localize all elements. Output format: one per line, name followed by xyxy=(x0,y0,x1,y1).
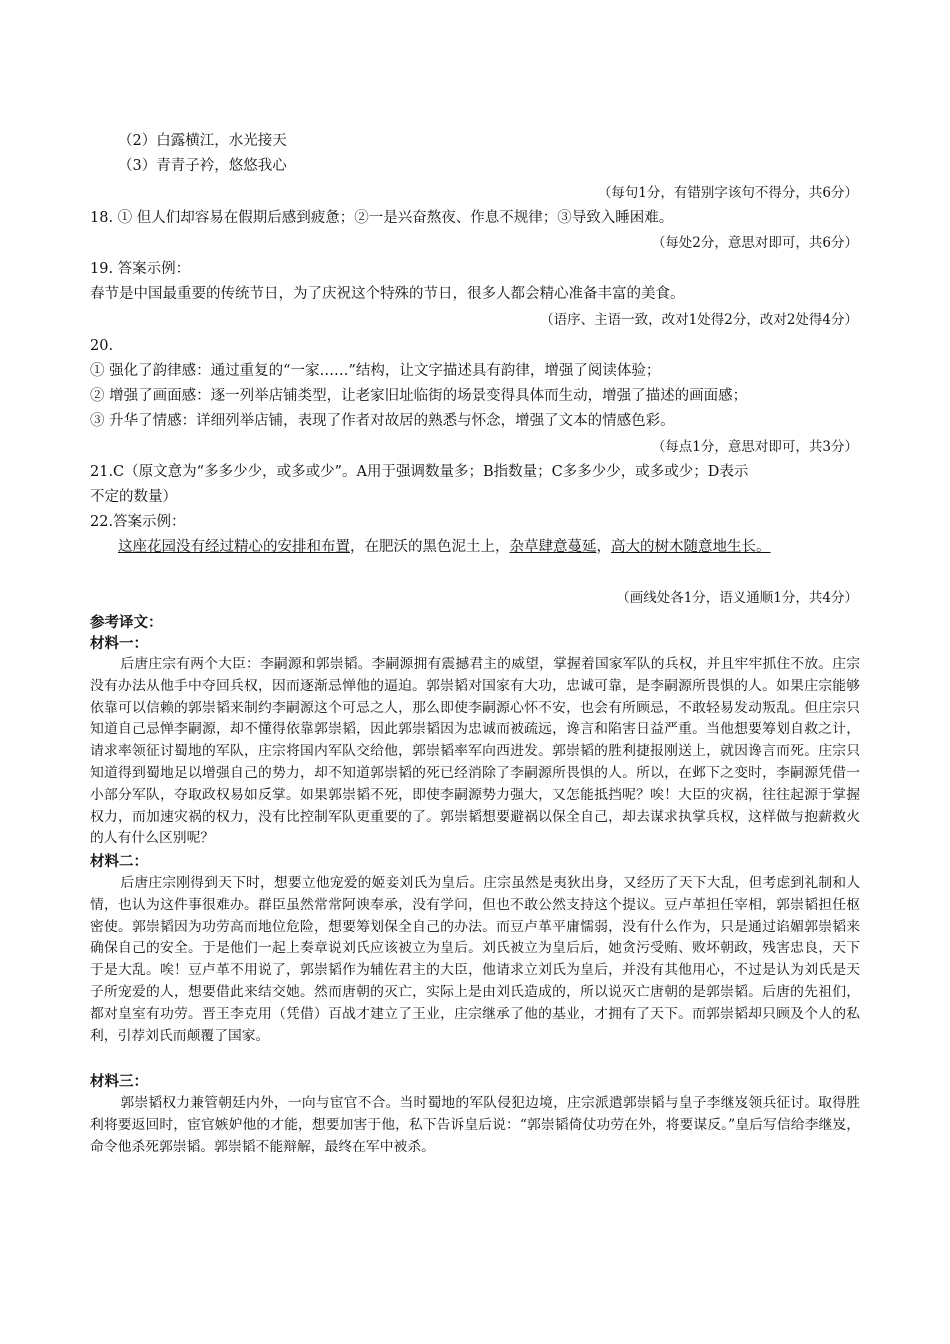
q22-underlined-part-3: 高大的树木随意地生长。 xyxy=(611,539,771,555)
q19-score-note: （语序、主语一致，改对1处得2分，改对2处得4分） xyxy=(540,312,858,328)
material-3-text: 郭崇韬权力兼管朝廷内外，一向与宦官不合。当时蜀地的军队侵犯边境，庄宗派遣郭崇韬与皇子李继岌领兵征讨。取得胜利将要返回时，宦官嫉妒他的才能，想要加害于他，私下告诉皇后说：“郭崇韬倚仗功劳在外，将要谋反。”皇后写信给李继岌，命令他杀死郭崇韬。郭崇韬不能辩解，最终在军中被杀。 xyxy=(90,1095,860,1155)
material-3-title: 材料三： xyxy=(90,1073,148,1090)
q22-heading: 22.答案示例： xyxy=(90,514,186,530)
q22-underlined-part-2: 杂草肆意蔓延 xyxy=(509,539,597,555)
q20-score-note: （每点1分，意思对即可，共3分） xyxy=(651,439,858,455)
q20-point-2: ② 增强了画面感：逐一列举店铺类型，让老家旧址临街的场景变得具体而生动，增强了描述的画面感； xyxy=(90,388,748,404)
q21-answer-line-2: 不定的数量） xyxy=(90,489,177,505)
q20-point-3: ③ 升华了情感：详细列举店铺，表现了作者对故居的熟悉与怀念，增强了文本的情感色彩。 xyxy=(90,413,675,429)
material-1-title: 材料一： xyxy=(90,635,148,652)
q17-score-note: （每句1分，有错别字该句不得分，共6分） xyxy=(597,185,858,201)
q22-plain-part-1: ，在肥沃的黑色泥土上， xyxy=(350,539,510,555)
material-2-text: 后唐庄宗刚得到天下时，想要立他宠爱的姬妾刘氏为皇后。庄宗虽然是夷狄出身，又经历了天下大乱，但考虑到礼制和人情，也认为这件事很难办。群臣虽然常常阿谀奉承，没有学问，但也不敢公然支持这个提议。豆卢革担任宰相，郭崇韬担任枢密使。郭崇韬因为功劳高而地位危险，想要筹划保全自己的办法。而豆卢革平庸懦弱，没有什么作为，只是通过谄媚郭崇韬来确保自己的安全。于是他们一起上奏章说刘氏应该被立为皇后。刘氏被立为皇后后，她贪污受贿、败坏朝政，残害忠良，天下于是大乱。唉！豆卢革不用说了，郭崇韬作为辅佐君主的大臣，他请求立刘氏为皇后，并没有其他用心，不过是认为刘氏是天子所宠爱的人，想要借此来结交她。然而唐朝的灭亡，实际上是由刘氏造成的，所以说灭亡唐朝的是郭崇韬。后唐的先祖们，都对皇室有功劳。晋王李克用（凭借）百战才建立了王业，庄宗继承了他的基业，才拥有了天下。而郭崇韬却只顾及个人的私利，引荐刘氏而颠覆了国家。 xyxy=(90,875,860,1044)
q17-answer-2: （2）白露横江，水光接天 xyxy=(118,133,287,149)
q21-answer-line-1: 21.C（原文意为“多多少少，或多或少”。A用于强调数量多；B指数量；C多多少少，或多或少；D表示 xyxy=(90,464,749,480)
material-2-title: 材料二： xyxy=(90,853,148,870)
q20-point-1: ① 强化了韵律感：通过重复的“一家……”结构，让文字描述具有韵律，增强了阅读体验； xyxy=(90,363,661,379)
q22-plain-part-2: ， xyxy=(596,539,611,555)
q17-answer-3: （3）青青子衿，悠悠我心 xyxy=(118,158,287,174)
q19-answer: 春节是中国最重要的传统节日，为了庆祝这个特殊的节日，很多人都会精心准备丰富的美食。 xyxy=(90,286,685,302)
q22-underlined-part-1: 这座花园没有经过精心的安排和布置 xyxy=(118,539,350,555)
translation-heading: 参考译文： xyxy=(90,614,163,631)
q22-score-note: （画线处各1分，语义通顺1分，共4分） xyxy=(616,590,858,606)
material-1-text: 后唐庄宗有两个大臣：李嗣源和郭崇韬。李嗣源拥有震撼君主的威望，掌握着国家军队的兵权，并且牢牢抓住不放。庄宗没有办法从他手中夺回兵权，因而逐渐忌惮他的逼迫。郭崇韬对国家有大功，忠诚可靠，是李嗣源所畏惧的人。如果庄宗能够依靠可以信赖的郭崇韬来制约李嗣源这个可忌之人，那么即使李嗣源心怀不安，也会有所顾忌，不敢轻易发动叛乱。但庄宗只知道自己忌惮李嗣源，却不懂得依靠郭崇韬，因此郭崇韬因为忠诚而被疏远，谗言和陷害日益严重。当他想要筹划自救之计，请求率领征讨蜀地的军队，庄宗将国内军队交给他，郭崇韬率军向西进发。郭崇韬的胜利捷报刚送上，就因谗言而死。庄宗只知道得到蜀地足以增强自己的势力，却不知道郭崇韬的死已经消除了李嗣源所畏惧的人。所以，在邺下之变时，李嗣源凭借一小部分军队，夺取政权易如反掌。如果郭崇韬不死，即使李嗣源势力强大，又怎能抵挡呢？唉！大臣的灾祸，往往起源于掌握权力，而加速灾祸的权力，没有比控制军队更重要的了。郭崇韬想要避祸以保全自己，却去谋求执掌兵权，这样做与抱薪救火的人有什么区别呢？ xyxy=(90,656,860,847)
q20-heading: 20. xyxy=(90,338,114,354)
q18-answer: 18. ① 但人们却容易在假期后感到疲惫；②一是兴奋熬夜、作息不规律；③导致入睡困难。 xyxy=(90,210,674,226)
q22-answer xyxy=(118,536,771,558)
q18-score-note: （每处2分，意思对即可，共6分） xyxy=(651,235,858,251)
q19-heading: 19. 答案示例： xyxy=(90,261,191,277)
